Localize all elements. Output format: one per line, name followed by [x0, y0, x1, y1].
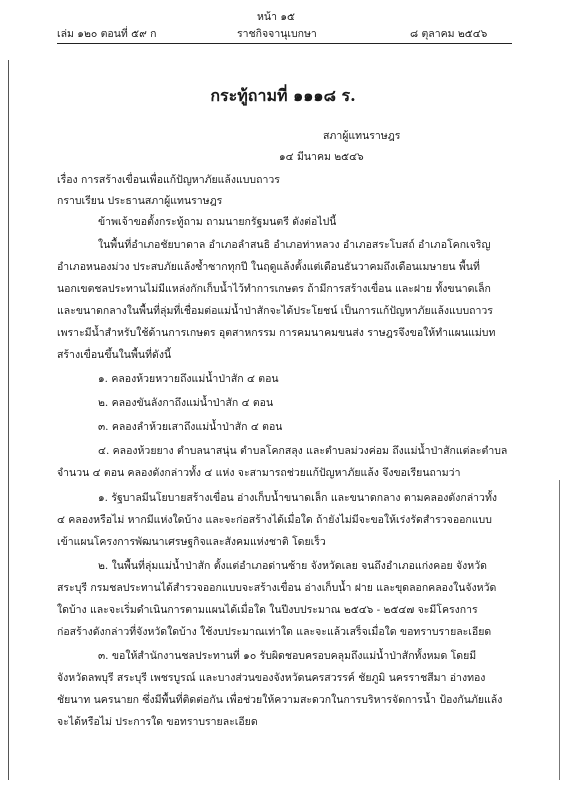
scan-border-left — [8, 60, 9, 780]
list-item: ๓. คลองลำห้วยเสาถึงแม่น้ำป่าสัก ๔ ตอน — [98, 421, 283, 433]
header-divider — [57, 43, 512, 44]
document-title: กระทู้ถามที่ ๑๑๑๘ ร. — [210, 86, 356, 105]
question-line: ก่อสร้างดังกล่าวที่จังหวัดใดบ้าง ใช้งบประมาณเท่าใด และจะแล้วเสร็จเมื่อใด ขอทราบรายละเอียด — [57, 626, 492, 638]
list-item: ๒. คลองขันลังกาถึงแม่น้ำป่าสัก ๔ ตอน — [98, 397, 274, 409]
question-line: ชัยนาท นครนายก ซึ่งมีพื้นที่ติดต่อกัน เพื่อช่วยให้ความสะดวกในการบริหารจัดการน้ำ ป้องกันภัยแล้ง — [57, 694, 503, 706]
body-line: เพราะมีน้ำสำหรับใช้ด้านการเกษตร อุตสาหกรรม การคมนาคมขนส่ง ราษฎรจึงขอให้ทำแผนแม่บท — [57, 327, 496, 339]
question-line: เข้าแผนโครงการพัฒนาเศรษฐกิจและสังคมแห่งชาติ โดยเร็ว — [57, 536, 326, 548]
publication-name: ราชกิจจานุเบกษา — [237, 28, 317, 40]
sender: สภาผู้แทนราษฎร — [323, 130, 401, 142]
volume-issue: เล่ม ๑๒๐ ตอนที่ ๕๙ ก — [57, 28, 157, 40]
scan-border-right — [559, 480, 560, 780]
body-line: นอกเขตชลประทานไม่มีแหล่งกักเก็บน้ำไว้ทำการเกษตร ถ้ามีการสร้างเขื่อน และฝาย ทั้งขนาดเล็ก — [57, 283, 491, 295]
sent-date: ๑๔ มีนาคม ๒๕๔๖ — [279, 151, 364, 163]
list-item: ๑. คลองห้วยหวายถึงแม่น้ำป่าสัก ๔ ตอน — [98, 373, 279, 385]
salutation: กราบเรียน ประธานสภาผู้แทนราษฎร — [57, 195, 223, 207]
question-line: ๔ คลองหรือไม่ หากมีแห่งใดบ้าง และจะก่อสร้างได้เมื่อใด ถ้ายังไม่มีจะขอให้เร่งรัดสำรวจออกแบบ — [57, 514, 492, 526]
question-line: ๑. รัฐบาลมีนโยบายสร้างเขื่อน อ่างเก็บน้ำขนาดเล็ก และขนาดกลาง ตามคลองดังกล่าวทั้ง — [98, 492, 498, 504]
body-line: อำเภอหนองม่วง ประสบภัยแล้งซ้ำซากทุกปี ในฤดูแล้งตั้งแต่เดือนธันวาคมถึงเดือนเมษายน พื้นที่ — [57, 261, 480, 273]
page-number: หน้า ๑๕ — [257, 11, 295, 23]
question-line: จังหวัดลพบุรี สระบุรี เพชรบูรณ์ และบางส่วนของจังหวัดนครสวรรค์ ชัยภูมิ นครราชสีมา อ่างทอง — [57, 672, 486, 684]
publication-date: ๘ ตุลาคม ๒๕๔๖ — [410, 28, 488, 40]
body-line: และขนาดกลางในพื้นที่ลุ่มที่เชื่อมต่อแม่น้ำป่าสักจะได้ประโยชน์ เป็นการแก้ปัญหาภัยแล้งแบบถาวร — [57, 305, 493, 317]
list-continuation: จำนวน ๔ ตอน คลองดังกล่าวทั้ง ๔ แห่ง จะสามารถช่วยแก้ปัญหาภัยแล้ง จึงขอเรียนถามว่า — [57, 467, 461, 479]
intro-line: ข้าพเจ้าขอตั้งกระทู้ถาม ถามนายกรัฐมนตรี ดังต่อไปนี้ — [98, 216, 337, 228]
list-item: ๔. คลองห้วยยาง ตำบลนาสนุ่น ตำบลโคกสลุง และตำบลม่วงค่อม ถึงแม่น้ำป่าสักแต่ละตำบล — [98, 445, 508, 457]
question-line: สระบุรี กรมชลประทานได้สำรวจออกแบบจะสร้างเขื่อน อ่างเก็บน้ำ ฝาย และขุดลอกคลองในจังหวัด — [57, 582, 497, 594]
question-line: จะได้หรือไม่ ประการใด ขอทราบรายละเอียด — [57, 716, 258, 728]
question-line: ใดบ้าง และจะเริ่มดำเนินการตามแผนได้เมื่อใด ในปีงบประมาณ ๒๕๔๖ - ๒๕๔๗ จะมีโครงการ — [57, 604, 478, 616]
subject: เรื่อง การสร้างเขื่อนเพื่อแก้ปัญหาภัยแล้งแบบถาวร — [57, 174, 280, 186]
body-line: ในพื้นที่อำเภอชัยบาดาล อำเภอลำสนธิ อำเภอท่าหลวง อำเภอสระโบสถ์ อำเภอโคกเจริญ — [98, 239, 491, 251]
body-line: สร้างเขื่อนขึ้นในพื้นที่ดังนี้ — [57, 349, 172, 361]
question-line: ๒. ในพื้นที่ลุ่มแม่น้ำป่าสัก ตั้งแต่อำเภอด่านซ้าย จังหวัดเลย จนถึงอำเภอแก่งคอย จังหวัด — [98, 560, 487, 572]
question-line: ๓. ขอให้สำนักงานชลประทานที่ ๑๐ รับผิดชอบครอบคลุมถึงแม่น้ำป่าสักทั้งหมด โดยมี — [98, 650, 477, 662]
